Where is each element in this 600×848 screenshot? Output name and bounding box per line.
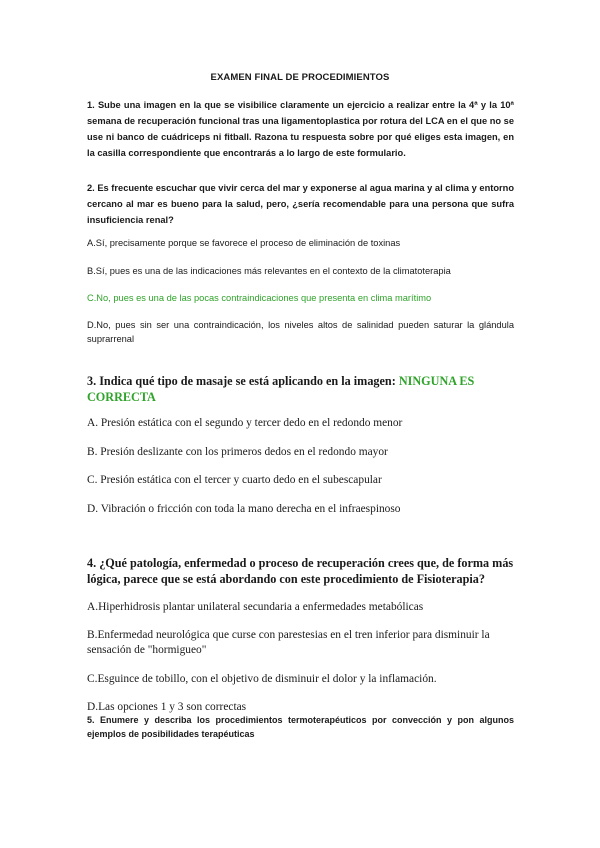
question-3-option-a: A. Presión estática con el segundo y tercer dedo en el redondo menor bbox=[87, 417, 403, 429]
question-2-option-d: D.No, pues sin ser una contraindicación, los niveles altos de salinidad pueden saturar la glándula suprarrenal bbox=[87, 320, 514, 344]
question-2-option-a: A.Sí, precisamente porque se favorece el proceso de eliminación de toxinas bbox=[87, 238, 401, 248]
question-4-option-c: C.Esguince de tobillo, con el objetivo de disminuir el dolor y la inflamación. bbox=[87, 673, 437, 685]
question-4-option-d: D.Las opciones 1 y 3 son correctas bbox=[87, 701, 247, 713]
question-3-answer: NINGUNA ES CORRECTA bbox=[87, 374, 475, 404]
question-2: 2. Es frecuente escuchar que vivir cerca del mar y exponerse al agua marina y al clima y entorno cercano al mar es bueno para la salud, pero, ¿sería recomendable para una persona que sufra insuficiencia renal? bbox=[87, 183, 514, 225]
question-1: 1. Sube una imagen en la que se visibilice claramente un ejercicio a realizar entre la 4ª y la 10ª semana de recuperación funcional tras una ligamentoplastica por rotura del LCA en el que no se use ni banco de cuádriceps ni fitball. Razona tu respuesta sobre por qué eliges esta imagen, en la casilla correspondiente que encontrarás a lo largo de este formulario. bbox=[87, 100, 514, 158]
question-5: 5. Enumere y describa los procedimientos termoterapéuticos por convección y pon algunos ejemplos de posibilidades terapéuticas bbox=[87, 715, 514, 739]
question-3-option-d: D. Vibración o fricción con toda la mano derecha en el infraespinoso bbox=[87, 503, 401, 515]
question-4: 4. ¿Qué patología, enfermedad o proceso de recuperación crees que, de forma más lógica, parece que se está abordando con este procedimiento de Fisioterapia? bbox=[87, 556, 514, 586]
question-4-option-a: A.Hiperhidrosis plantar unilateral secundaria a enfermedades metabólicas bbox=[87, 601, 424, 613]
question-3-option-c: C. Presión estática con el tercer y cuarto dedo en el subescapular bbox=[87, 474, 382, 486]
question-3-option-b: B. Presión deslizante con los primeros dedos en el redondo mayor bbox=[87, 446, 388, 458]
question-3 bbox=[87, 373, 514, 405]
question-2-option-b: B.Sí, pues es una de las indicaciones más relevantes en el contexto de la climatoterapia bbox=[87, 266, 451, 276]
exam-title: EXAMEN FINAL DE PROCEDIMIENTOS bbox=[210, 72, 390, 83]
question-4-option-b: B.Enfermedad neurológica que curse con parestesias en el tren inferior para disminuir la sensación de "hormigueo" bbox=[87, 629, 490, 656]
question-3-text: 3. Indica qué tipo de masaje se está aplicando en la imagen: bbox=[87, 374, 399, 388]
question-2-option-c-correct: C.No, pues es una de las pocas contraindicaciones que presenta en clima marítimo bbox=[87, 293, 432, 303]
